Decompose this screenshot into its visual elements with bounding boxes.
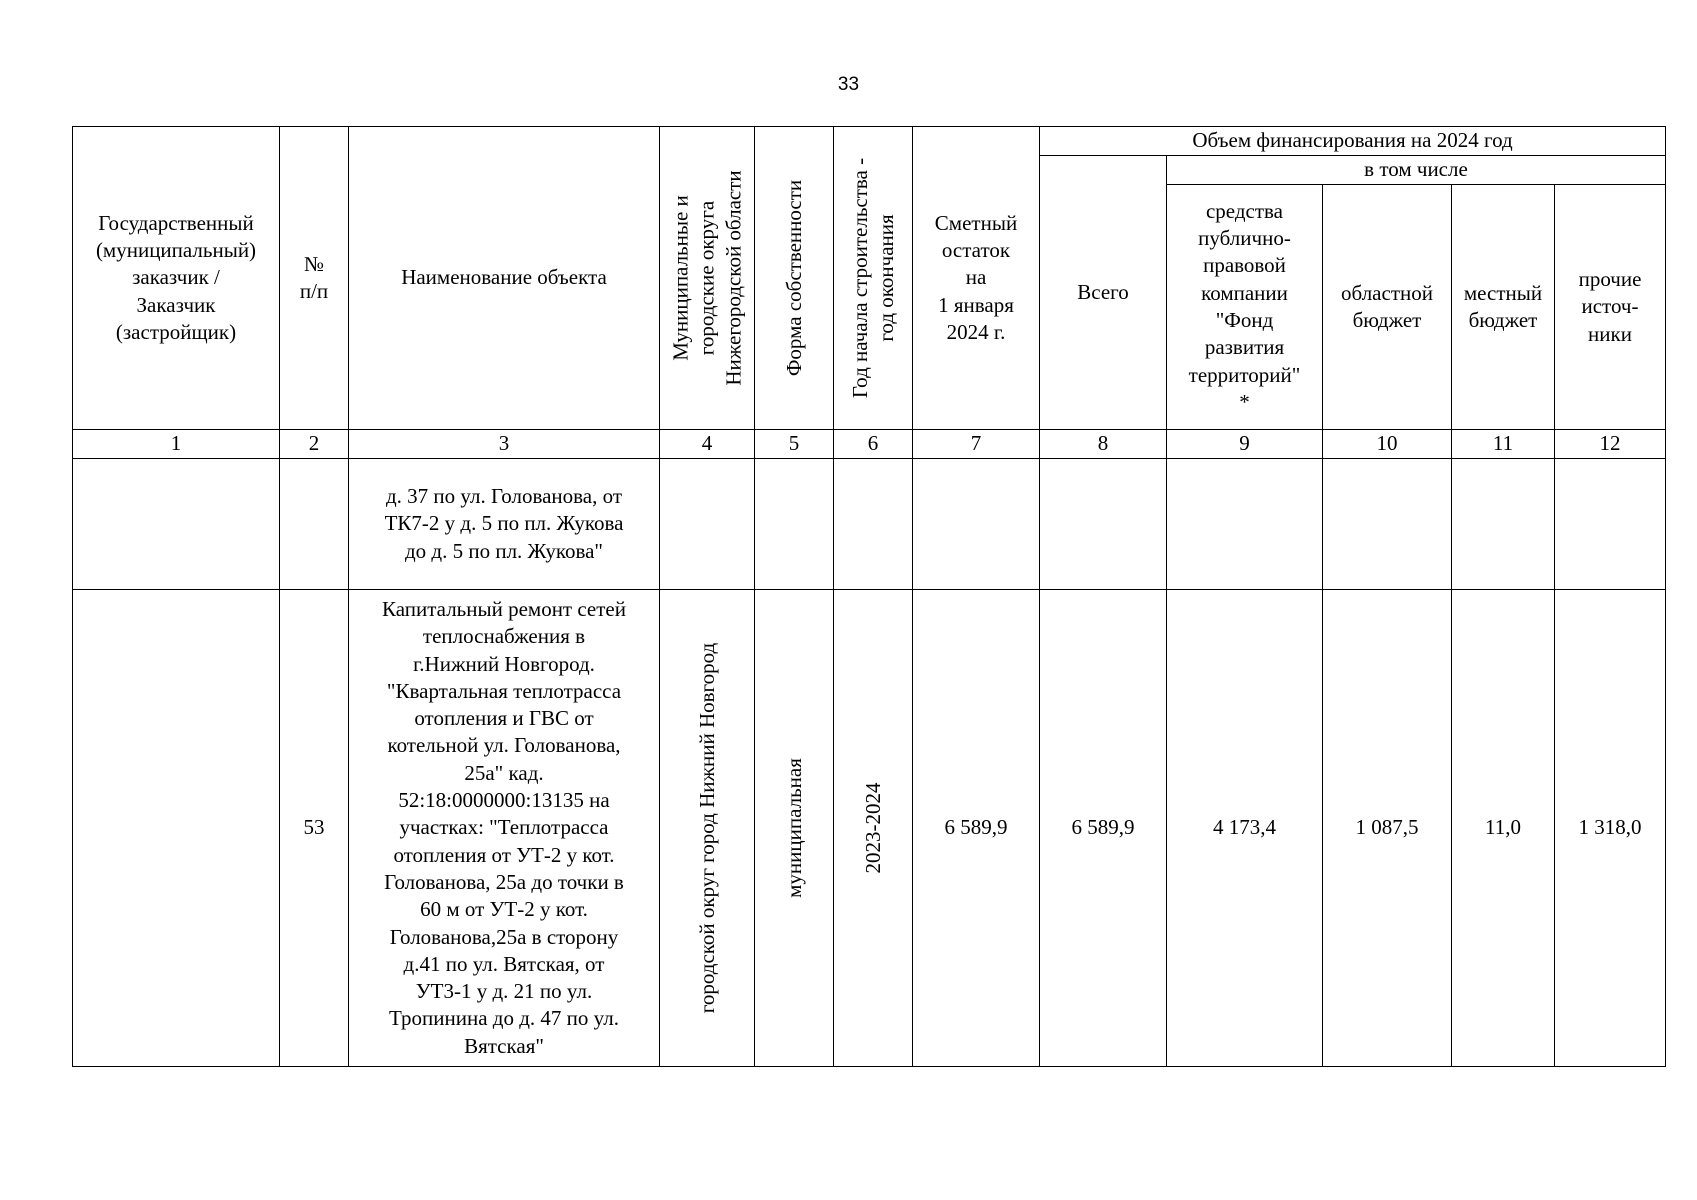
header-ownership: Форма собственности — [755, 127, 834, 430]
row-object-name: Капитальный ремонт сетей теплоснабжения в г.Нижний Новгород. "Квартальная теплотрасса отопления и ГВС от котельной ул. Голованова, 25а" кад. 52:18:0000000:13135 на участках: "Теплотрасса отопления от УТ-2 у кот. Голованова, 25а до точки в 60 м от УТ-2 у кот. Голованова,25а в сторону д.41 по ул. Вятская, от УТ3-1 у д. 21 по ул. Тропинина до д. 47 по ул. Вятская" — [349, 590, 660, 1067]
column-number: 9 — [1167, 430, 1323, 459]
header-including: в том числе — [1167, 156, 1666, 185]
row-ownership: муниципальная — [755, 590, 834, 1067]
header-total: Всего — [1040, 156, 1167, 430]
row-regional — [1323, 459, 1452, 590]
row-local — [1452, 459, 1555, 590]
page-number: 33 — [837, 74, 860, 95]
row-other — [1555, 459, 1666, 590]
row-local: 11,0 — [1452, 590, 1555, 1067]
row-object-name: д. 37 по ул. Голованова, от ТК7-2 у д. 5 по пл. Жукова до д. 5 по пл. Жукова" — [349, 459, 660, 590]
row-years: 2023-2024 — [834, 590, 913, 1067]
column-number: 4 — [660, 430, 755, 459]
header-fund: средства публично- правовой компании "Фонд развития территорий" * — [1167, 185, 1323, 430]
financing-table — [72, 126, 1666, 1067]
row-customer — [73, 459, 280, 590]
row-estimate — [913, 459, 1040, 590]
row-fund — [1167, 459, 1323, 590]
row-num — [280, 459, 349, 590]
row-other: 1 318,0 — [1555, 590, 1666, 1067]
column-number: 5 — [755, 430, 834, 459]
column-number: 6 — [834, 430, 913, 459]
row-customer — [73, 590, 280, 1067]
column-number: 8 — [1040, 430, 1167, 459]
table-row — [73, 590, 1666, 1067]
header-estimate: Сметный остаток на 1 января 2024 г. — [913, 127, 1040, 430]
row-total: 6 589,9 — [1040, 590, 1167, 1067]
header-regional: областной бюджет — [1323, 185, 1452, 430]
column-number: 11 — [1452, 430, 1555, 459]
column-number: 2 — [280, 430, 349, 459]
header-local: местный бюджет — [1452, 185, 1555, 430]
column-number: 3 — [349, 430, 660, 459]
row-estimate: 6 589,9 — [913, 590, 1040, 1067]
row-fund: 4 173,4 — [1167, 590, 1323, 1067]
header-num: № п/п — [280, 127, 349, 430]
header-municipal: Муниципальные и городские округа Нижегородской области — [660, 127, 755, 430]
row-total — [1040, 459, 1167, 590]
row-num: 53 — [280, 590, 349, 1067]
column-number: 1 — [73, 430, 280, 459]
header-row-1 — [73, 127, 1666, 156]
header-funding-title: Объем финансирования на 2024 год — [1040, 127, 1666, 156]
row-regional: 1 087,5 — [1323, 590, 1452, 1067]
header-object-name: Наименование объекта — [349, 127, 660, 430]
column-numbers-row — [73, 430, 1666, 459]
column-number: 10 — [1323, 430, 1452, 459]
header-years: Год начала строительства - год окончания — [834, 127, 913, 430]
header-customer: Государственный (муниципальный) заказчик / Заказчик (застройщик) — [73, 127, 280, 430]
column-number: 12 — [1555, 430, 1666, 459]
row-ownership — [755, 459, 834, 590]
header-other: прочие источ- ники — [1555, 185, 1666, 430]
row-municipal: городской округ город Нижний Новгород — [660, 590, 755, 1067]
row-municipal — [660, 459, 755, 590]
row-years — [834, 459, 913, 590]
table-row — [73, 459, 1666, 590]
column-number: 7 — [913, 430, 1040, 459]
